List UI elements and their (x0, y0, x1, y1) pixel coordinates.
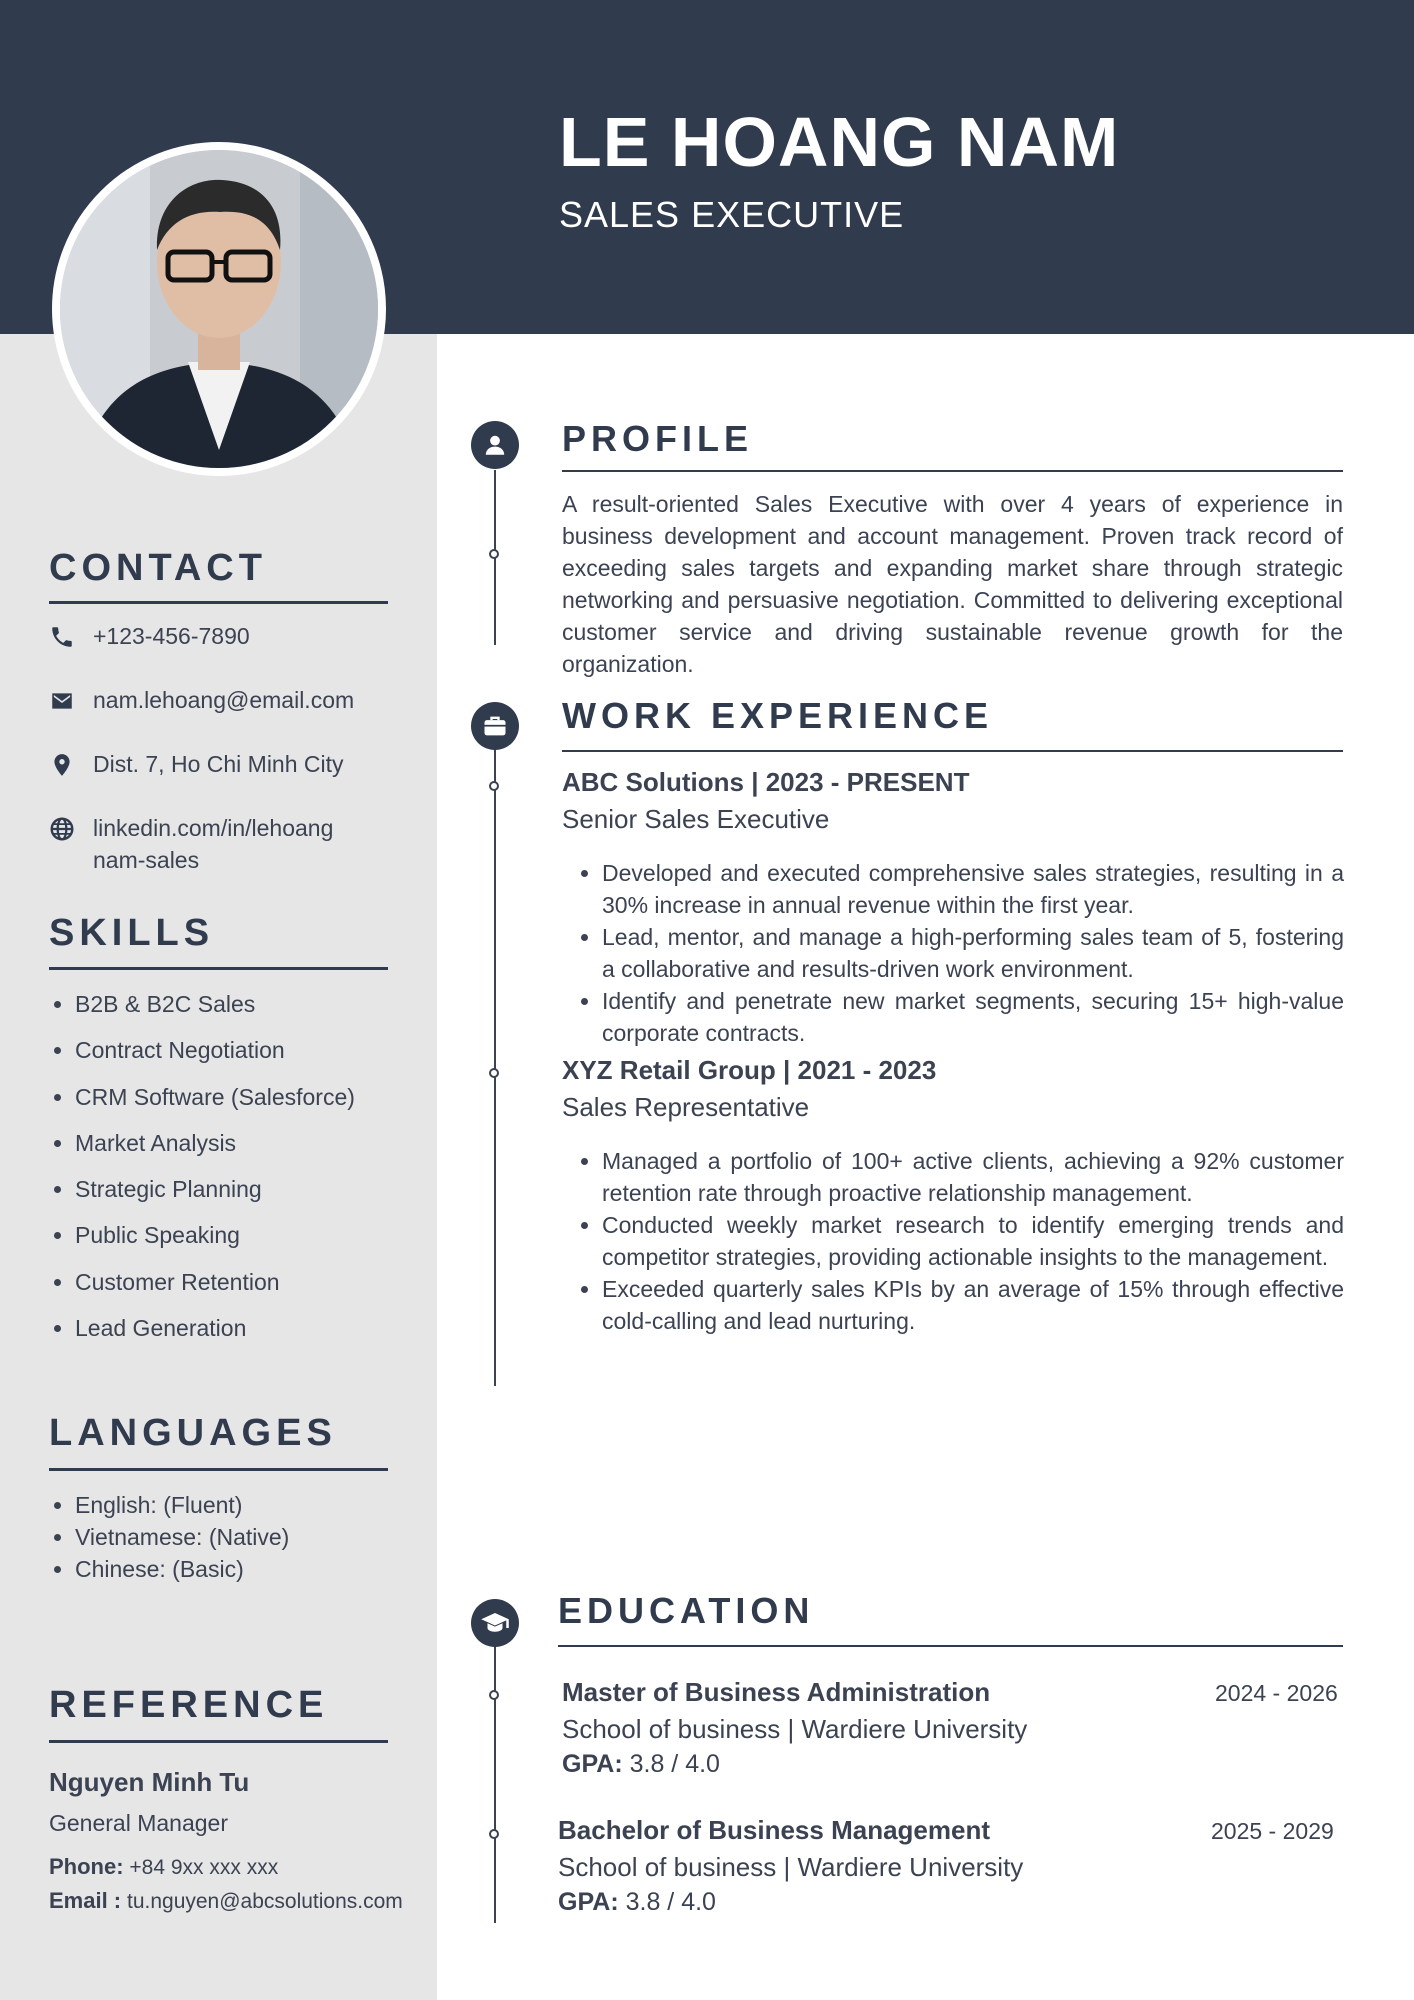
education-section-icon (471, 1599, 519, 1647)
globe-icon (49, 816, 75, 842)
timeline-education (494, 1645, 496, 1923)
phone-text[interactable]: +123-456-7890 (93, 623, 250, 649)
education-years: 2025 - 2029 (1211, 1818, 1334, 1844)
reference-email-value[interactable]: tu.nguyen@abcsolutions.com (126, 1890, 403, 1913)
contact-divider (49, 601, 388, 604)
contact-linkedin-row (49, 812, 399, 876)
job-role: Senior Sales Executive (562, 804, 830, 834)
timeline-work (494, 748, 496, 1386)
work-divider (562, 750, 1343, 752)
list-item: • Customer Retention (75, 1265, 355, 1311)
languages-heading: LANGUAGES (49, 1412, 337, 1454)
email-text[interactable]: nam.lehoang@email.com (93, 687, 355, 713)
reference-phone (49, 1854, 278, 1880)
skills-list (49, 987, 355, 1357)
profile-section-icon (471, 421, 519, 469)
list-item: • Contract Negotiation (75, 1033, 355, 1079)
list-item: • CRM Software (Salesforce) (75, 1080, 355, 1126)
education-school: School of business | Wardiere University (562, 1714, 1028, 1744)
education-gpa (562, 1750, 720, 1779)
timeline-dot (489, 1829, 499, 1839)
education-heading: EDUCATION (558, 1590, 815, 1631)
list-item: • Vietnamese: (Native) (75, 1521, 289, 1553)
list-item: • Chinese: (Basic) (75, 1553, 289, 1585)
list-item: • Identify and penetrate new market segments, securing 15+ high-value corporate contracts. (602, 985, 1344, 1049)
contact-heading: CONTACT (49, 547, 267, 589)
briefcase-icon (481, 712, 509, 740)
education-degree: Master of Business Administration (562, 1677, 991, 1707)
reference-name: Nguyen Minh Tu (49, 1767, 250, 1797)
gpa-label: GPA: (562, 1750, 623, 1778)
phone-icon (49, 624, 75, 650)
list-item: • Developed and executed comprehensive sales strategies, resulting in a 30% increase in annual revenue within the first year. (602, 857, 1344, 921)
contact-email-row (49, 684, 399, 716)
list-item: • English: (Fluent) (75, 1489, 289, 1521)
reference-phone-value[interactable]: +84 9xx xxx xxx (129, 1856, 279, 1879)
list-item: • Exceeded quarterly sales KPIs by an average of 15% through effective cold-calling and lead nurturing. (602, 1273, 1344, 1337)
skills-heading: SKILLS (49, 912, 215, 954)
candidate-title: SALES EXECUTIVE (559, 194, 905, 235)
contact-address-row (49, 748, 399, 780)
skills-divider (49, 967, 388, 970)
timeline-dot (489, 1690, 499, 1700)
reference-email-label: Email : (49, 1888, 122, 1913)
reference-heading: REFERENCE (49, 1684, 329, 1726)
graduation-cap-icon (480, 1608, 510, 1638)
languages-list (49, 1489, 289, 1585)
profile-summary: A result-oriented Sales Executive with over 4 years of experience in business development and account management. Proven track record of exceeding sales targets and expanding market share through strategic networking and persuasive negotiation. Committed to delivering exceptional customer service and driving sustainable revenue growth for the organization. (562, 491, 1343, 677)
gpa-value: 3.8 / 4.0 (629, 1750, 720, 1778)
linkedin-text[interactable]: linkedin.com/in/lehoangnam-sales (93, 815, 334, 873)
profile-photo (52, 142, 386, 476)
education-divider (558, 1645, 1343, 1647)
user-icon (482, 432, 508, 458)
education-years: 2024 - 2026 (1215, 1680, 1338, 1706)
gpa-label: GPA: (558, 1888, 619, 1916)
job-bullets (562, 857, 1344, 1049)
list-item: • Conducted weekly market research to identify emerging trends and competitor strategies, providing actionable insights to the management. (602, 1209, 1344, 1273)
list-item: • Public Speaking (75, 1218, 355, 1264)
timeline-dot (489, 549, 499, 559)
work-heading: WORK EXPERIENCE (562, 695, 994, 736)
gpa-value: 3.8 / 4.0 (625, 1888, 716, 1916)
reference-email (49, 1888, 403, 1914)
education-degree: Bachelor of Business Management (558, 1815, 990, 1845)
email-icon (49, 688, 75, 714)
list-item: • Managed a portfolio of 100+ active clients, achieving a 92% customer retention rate through proactive relationship management. (602, 1145, 1344, 1209)
reference-phone-label: Phone: (49, 1854, 124, 1879)
job-title: ABC Solutions | 2023 - PRESENT (562, 767, 970, 797)
portrait-illustration (60, 150, 378, 468)
education-gpa (558, 1888, 716, 1917)
timeline-dot (489, 1068, 499, 1078)
job-bullets (562, 1145, 1344, 1337)
list-item: • Strategic Planning (75, 1172, 355, 1218)
profile-divider (562, 470, 1343, 472)
candidate-name: LE HOANG NAM (559, 103, 1120, 181)
address-text: Dist. 7, Ho Chi Minh City (93, 751, 344, 777)
timeline-dot (489, 781, 499, 791)
list-item: • Market Analysis (75, 1126, 355, 1172)
location-pin-icon (49, 752, 75, 778)
profile-heading: PROFILE (562, 418, 754, 459)
contact-phone-row (49, 620, 399, 652)
reference-divider (49, 1740, 388, 1743)
list-item: • Lead Generation (75, 1311, 355, 1357)
education-school: School of business | Wardiere University (558, 1852, 1024, 1882)
work-section-icon (471, 702, 519, 750)
job-role: Sales Representative (562, 1092, 810, 1122)
job-title: XYZ Retail Group | 2021 - 2023 (562, 1055, 937, 1085)
languages-divider (49, 1468, 388, 1471)
reference-role: General Manager (49, 1810, 228, 1836)
list-item: • B2B & B2C Sales (75, 987, 355, 1033)
list-item: • Lead, mentor, and manage a high-performing sales team of 5, fostering a collaborative and results-driven work environment. (602, 921, 1344, 985)
